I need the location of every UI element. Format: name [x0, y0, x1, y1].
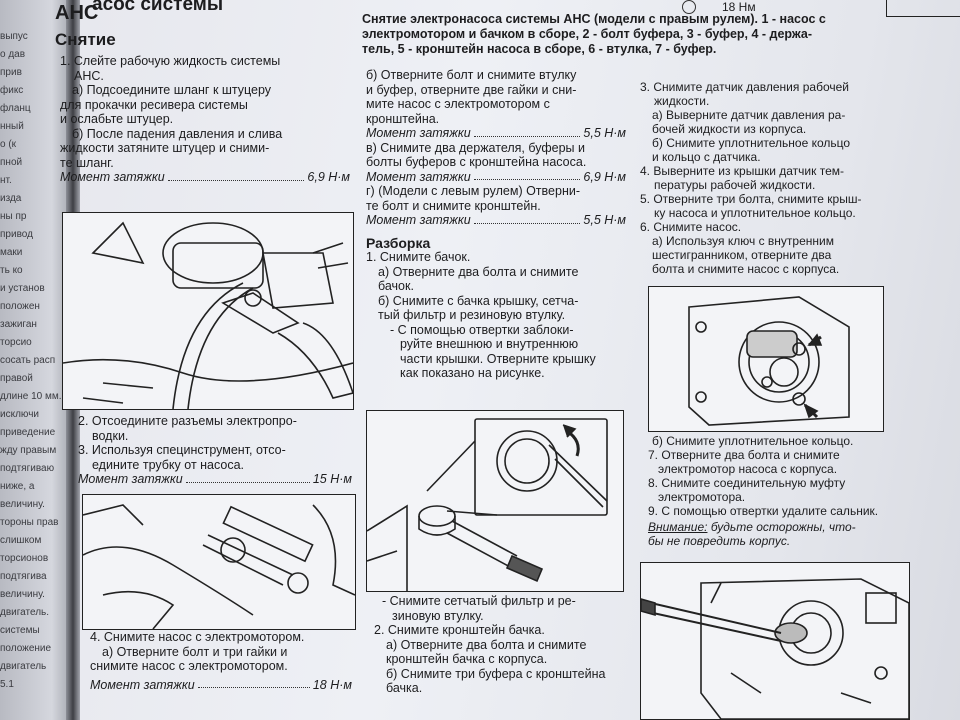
left-page-line: 5.1 — [0, 679, 14, 690]
step-4-cont: пературы рабочей жидкости. — [654, 178, 816, 192]
column-3-top — [640, 80, 890, 276]
torque-value: 15 Н·м — [312, 472, 352, 486]
wrench-figure-icon — [62, 212, 354, 410]
section-title-abs: АНС — [55, 2, 99, 24]
step-1a-cont: для прокачки ресивера системы — [60, 97, 248, 112]
left-page-line: исключи — [0, 409, 39, 420]
step-7: 7. Отверните два болта и снимите — [648, 448, 840, 462]
torque-line — [366, 213, 626, 228]
figure-caption — [362, 12, 826, 57]
step-1b-cont: те шланг. — [60, 155, 114, 170]
left-page-line: приведение — [0, 427, 56, 438]
caption-line: Снятие электронасоса системы АНС (модели с правым рулем). 1 - насос с — [362, 12, 826, 26]
substep-cont: части крышки. Отверните крышку — [400, 351, 596, 366]
left-page-line: величину. — [0, 589, 45, 600]
step-3-cont: жидкости. — [654, 94, 710, 108]
left-page-line: выпус — [0, 31, 28, 42]
left-page-line: двигатель — [0, 661, 47, 672]
left-page-line: торсионов — [0, 553, 49, 564]
step-v-cont: болты буферов с кронштейна насоса. — [366, 155, 587, 169]
step-2b: б) Снимите три буфера с кронштейна — [386, 666, 606, 681]
torque-value: 5,5 Н·м — [583, 213, 626, 227]
step-6: 6. Снимите насос. — [640, 220, 742, 234]
left-page-line: величину. — [0, 499, 45, 510]
torque-label: Момент затяжки — [366, 169, 471, 184]
step-3-cont: едините трубку от насоса. — [92, 457, 245, 472]
step-2a: а) Отверните два болта и снимите — [386, 637, 587, 652]
step-3b: б) Снимите уплотнительное кольцо — [652, 136, 851, 150]
step-5: 5. Отверните три болта, снимите крыш- — [640, 192, 862, 206]
left-page-line: слишком — [0, 535, 42, 546]
step-2b-cont: бачка. — [386, 681, 423, 695]
left-page-line: привод — [0, 229, 33, 240]
left-page-line: подтягиваю — [0, 463, 55, 474]
step-1b: б) Снимите с бачка крышку, сетча- — [378, 293, 579, 308]
left-page-line: ть ко — [0, 265, 23, 276]
step-4: 4. Выверните из крышки датчик тем- — [640, 164, 844, 178]
left-page-line: о (к — [0, 139, 17, 150]
column-2-top — [366, 68, 628, 381]
step-1: 1. Снимите бачок. — [366, 250, 471, 264]
step-7-cont: электромотор насоса с корпуса. — [658, 462, 838, 476]
torque-line — [90, 678, 352, 693]
warning — [648, 520, 898, 534]
left-page-line: положен — [0, 301, 40, 312]
step-b-cont: кронштейна. — [366, 111, 440, 126]
step-8: 8. Снимите соединительную муфту — [648, 476, 846, 490]
column-2-bottom — [374, 594, 636, 696]
warning-label: Внимание: — [648, 520, 708, 534]
substep-cont: руйте внешнюю и внутреннюю — [400, 337, 579, 351]
step-b-cont: и буфер, отверните две гайки и сни- — [366, 82, 577, 97]
step-2: 2. Снимите кронштейн бачка. — [374, 623, 545, 637]
torque-label: Момент затяжки — [60, 170, 165, 184]
step-6b: б) Снимите уплотнительное кольцо. — [652, 434, 854, 448]
step-4a: а) Отверните болт и три гайки и — [102, 644, 288, 659]
step-1a-cont: и ослабьте штуцер. — [60, 112, 174, 126]
step-6a: а) Используя ключ с внутренним — [652, 234, 834, 248]
column-1-mid — [78, 414, 354, 487]
step-6a-cont: болта и снимите насос с корпуса. — [652, 262, 840, 276]
torque-value: 6,9 Н·м — [307, 170, 350, 184]
left-page-line: пной — [0, 157, 23, 168]
step-6a-cont: шестигранником, отверните два — [652, 248, 832, 262]
torque-label: Момент затяжки — [366, 213, 471, 227]
torque-value: 6,9 Н·м — [583, 169, 626, 184]
step-4a-cont: снимите насос с электромотором. — [90, 659, 288, 673]
step-g-cont: те болт и снимите кронштейн. — [366, 198, 541, 213]
step-3b-cont: и кольцо с датчика. — [652, 150, 761, 164]
substep: - Снимите сетчатый фильтр и ре- — [382, 594, 576, 608]
left-page-line: двигатель. — [0, 607, 50, 618]
step-2: 2. Отсоедините разъемы электропро- — [78, 414, 297, 428]
step-1: 1. Слейте рабочую жидкость системы — [60, 54, 281, 68]
step-v: в) Снимите два держателя, буферы и — [366, 140, 585, 155]
left-page-line: сосать расп — [0, 355, 56, 366]
warning-text: будьте осторожны, что- — [710, 520, 856, 534]
left-page-line: о дав — [0, 49, 26, 60]
step-1b-cont: тый фильтр и резиновую втулку. — [378, 308, 566, 322]
left-page-line: и установ — [0, 283, 45, 294]
left-page-line: торсио — [0, 337, 32, 348]
step-8-cont: электромотора. — [658, 490, 746, 504]
step-g: г) (Модели с левым рулем) Отверни- — [366, 184, 580, 198]
step-3a-cont: бочей жидкости из корпуса. — [652, 122, 807, 136]
torque-line — [366, 170, 626, 185]
left-page-line: положение — [0, 643, 52, 654]
torque-label: Момент затяжки — [90, 677, 195, 692]
step-1-cont: АНС. — [74, 68, 104, 83]
step-5-cont: ку насоса и уплотнительное кольцо. — [654, 206, 856, 220]
substep-cont: как показано на рисунке. — [400, 366, 545, 380]
step-1b-cont: жидкости затяните штуцер и сними- — [60, 141, 270, 155]
section-title — [92, 0, 223, 16]
warning-text-cont: бы не повредить корпус. — [648, 534, 791, 548]
step-4: 4. Снимите насос с электромотором. — [90, 630, 305, 644]
torque-label: Момент затяжки — [78, 472, 183, 486]
step-3: 3. Снимите датчик давления рабочей — [640, 80, 849, 94]
seal-removal-figure-icon — [640, 562, 910, 720]
figure-border — [886, 0, 960, 17]
left-page-line: нт. — [0, 175, 12, 186]
left-page-line: изда — [0, 193, 22, 204]
substep: - С помощью отвертки заблоки- — [390, 322, 574, 337]
torque-label: Момент затяжки — [366, 126, 471, 140]
section-title-partial: асос системы — [92, 0, 224, 15]
step-1b: б) После падения давления и слива — [72, 126, 283, 141]
column-3-bottom — [648, 434, 898, 548]
left-page-line: системы — [0, 625, 40, 636]
step-1a-cont: бачок. — [378, 279, 414, 293]
torque-line — [366, 126, 626, 141]
column-1-top — [60, 54, 352, 185]
left-page-line: длине 10 мм. — [0, 391, 62, 402]
torque-line — [60, 170, 350, 185]
torque-value: 5,5 Н·м — [583, 126, 626, 140]
left-page-line: правой — [0, 373, 33, 384]
left-page-line: ниже, а — [0, 481, 35, 492]
top-torque: 18 Нм — [722, 0, 756, 14]
step-2a-cont: кронштейн бачка с корпуса. — [386, 652, 548, 666]
cap-removal-figure-icon — [366, 410, 624, 592]
step-b: б) Отверните болт и снимите втулку — [366, 68, 577, 82]
left-page-line: зажиган — [0, 319, 37, 330]
left-page-line: фикс — [0, 85, 24, 96]
socket-tool-figure-icon — [82, 494, 356, 630]
left-page-line: маки — [0, 247, 23, 258]
left-page-line: фланц — [0, 103, 31, 114]
step-2-cont: водки. — [92, 428, 129, 443]
left-page-line: подтягива — [0, 571, 47, 582]
disassembly-heading: Разборка — [366, 234, 431, 251]
step-1a: а) Подсоедините шланг к штуцеру — [72, 83, 272, 97]
pump-housing-figure-icon — [648, 286, 884, 432]
step-9: 9. С помощью отвертки удалите сальник. — [648, 504, 879, 518]
caption-line: электромотором и бачком в сборе, 2 - болт буфера, 3 - буфер, 4 - держа- — [362, 27, 813, 41]
left-page-line: ны пр — [0, 211, 27, 222]
torque-line — [78, 472, 352, 487]
step-3a: а) Выверните датчик давления ра- — [652, 108, 846, 122]
substep-cont: зиновую втулку. — [392, 608, 484, 623]
torque-value: 18 Н·м — [312, 677, 352, 692]
column-1-bottom — [90, 630, 354, 692]
left-page-line: прив — [0, 67, 22, 78]
left-page-line: жду правым — [0, 445, 57, 456]
removal-heading: Снятие — [55, 30, 116, 49]
step-3: 3. Используя специнструмент, отсо- — [78, 443, 286, 457]
step-1a: а) Отверните два болта и снимите — [378, 264, 579, 279]
left-page-line: тороны прав — [0, 517, 59, 528]
step-b-cont: мите насос с электромотором с — [366, 97, 550, 111]
left-page-line: нный — [0, 121, 24, 132]
caption-line: тель, 5 - кронштейн насоса в сборе, 6 - втулка, 7 - буфер. — [362, 42, 717, 56]
